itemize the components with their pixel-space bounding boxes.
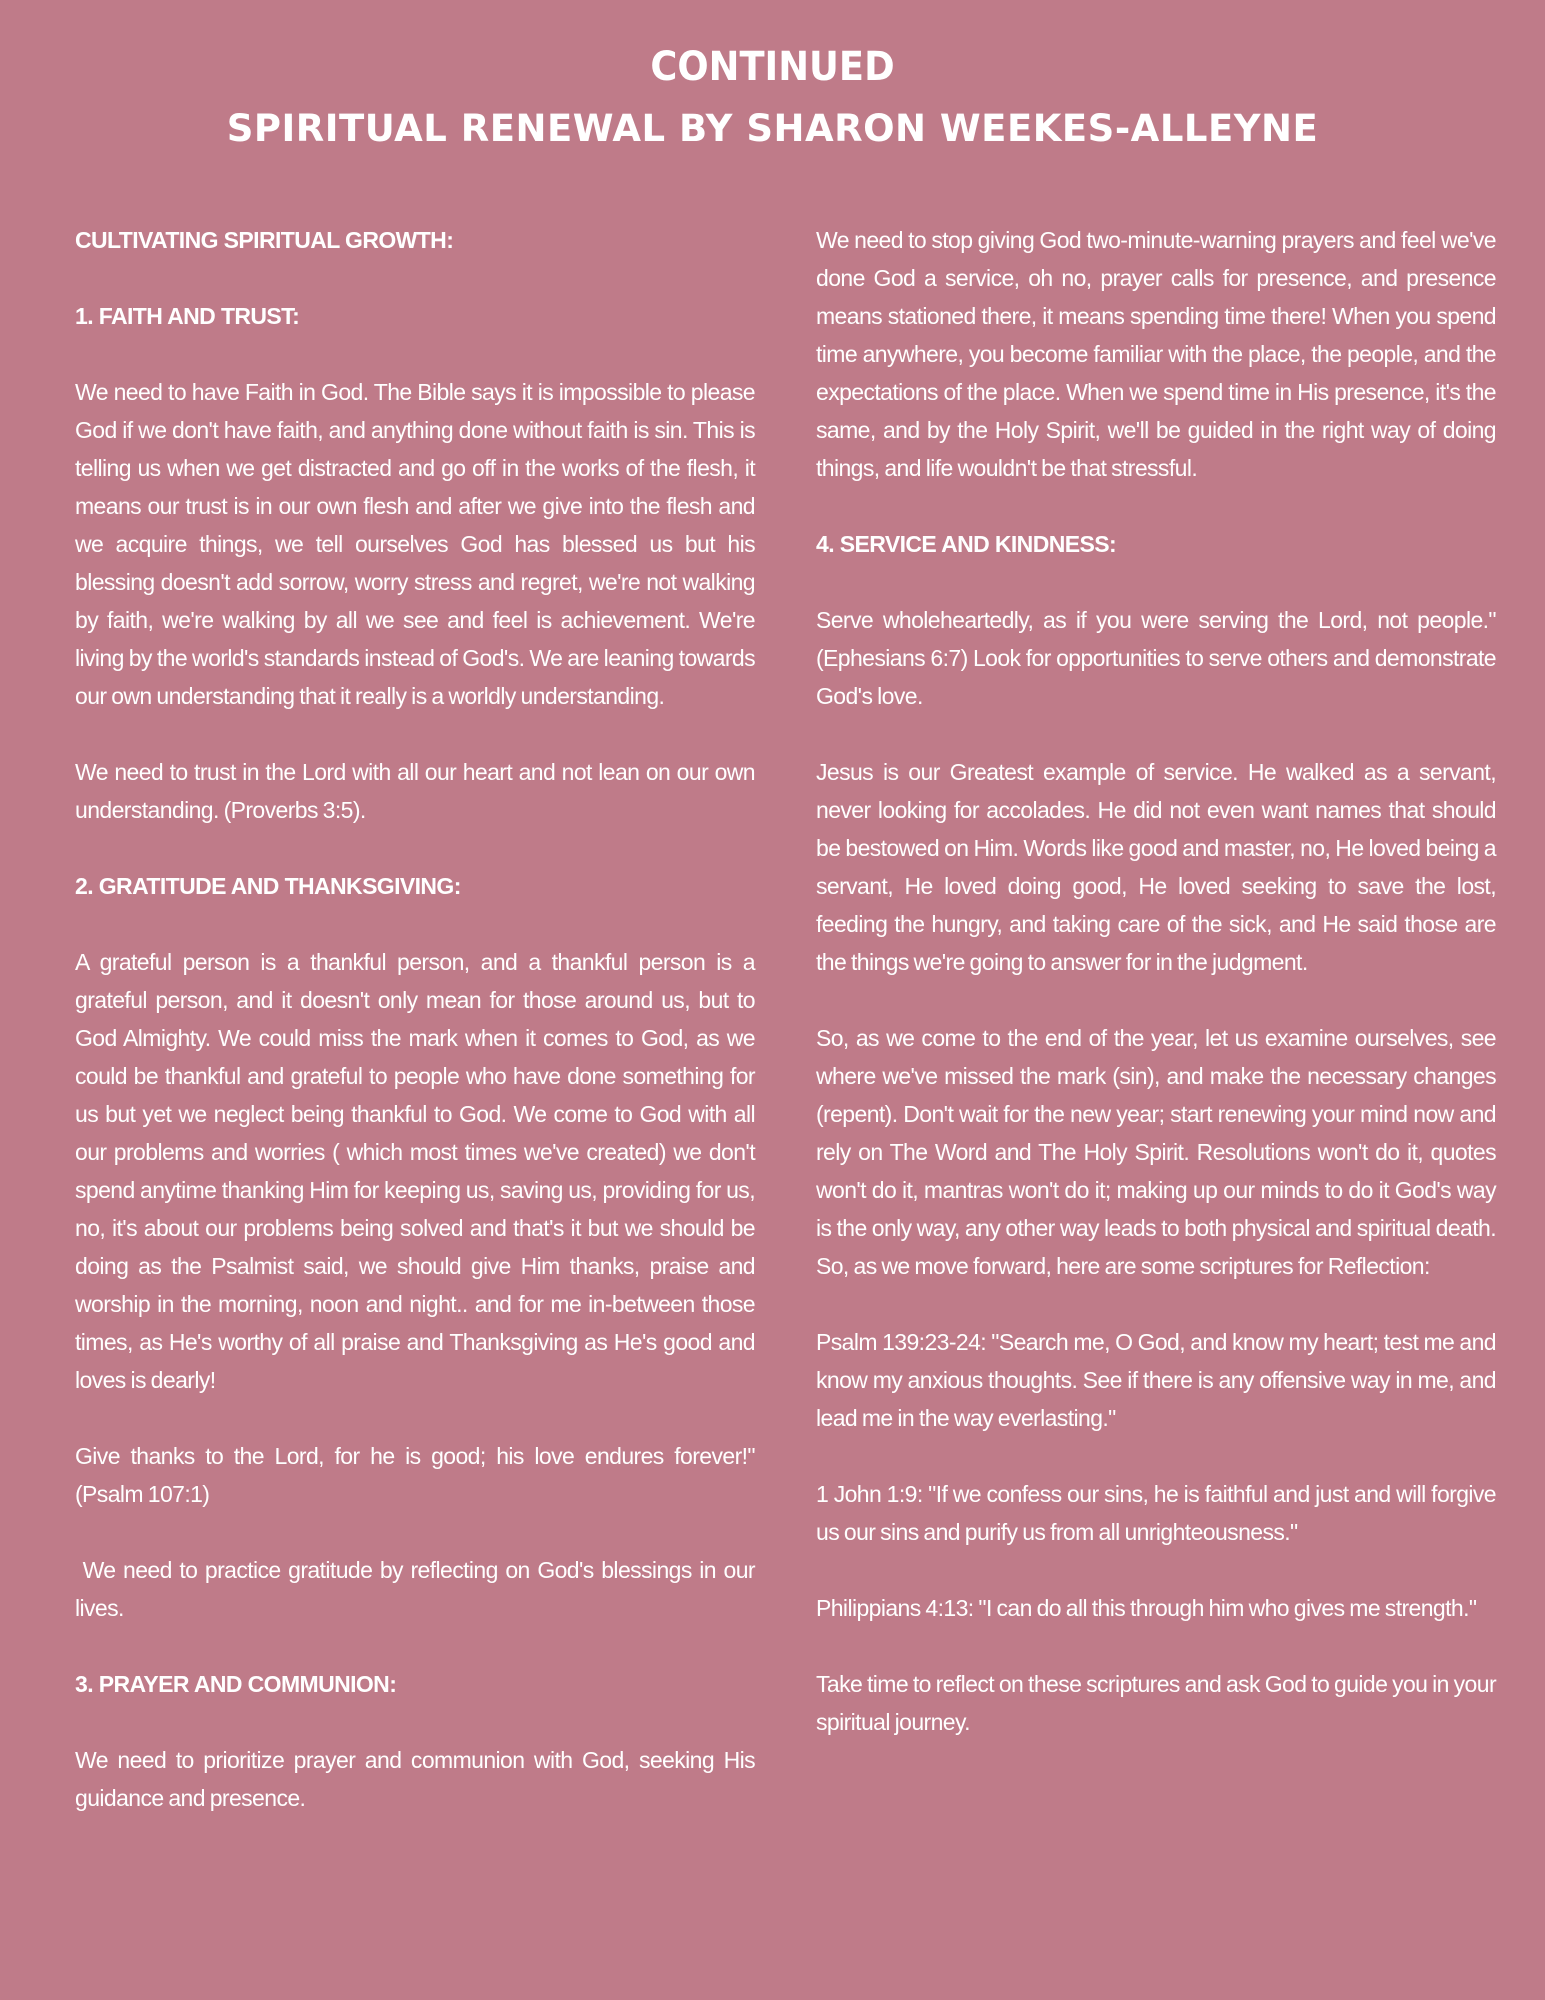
paragraph-end-of-year: So, as we come to the end of the year, let us examine ourselves, see where we've missed the mark (sin), and make the necessary changes (repent). Don't wait for the new year; start renewing your mind now and rely on The Word and The Holy Spirit. Resolutions won't do it, quotes won't do it, mantras won't do it; making up our minds to do it God's way is the only way, any other way leads to both physical and spiritual death. So, as we move forward, here are some scriptures for Reflection: bbox=[816, 1025, 1496, 1279]
paragraph-faith: We need to have Faith in God. The Bible says it is impossible to please God if we don't have faith, and anything done without faith is sin. This is telling us when we get distracted and go off in the works of the flesh, it means our trust is in our own flesh and after we give into the flesh and we acquire things, we tell ourselves God has blessed us but his blessing doesn't add sorrow, worry stress and regret, we're not walking by faith, we're walking by all we see and feel is achievement. We're living by the world's standards instead of God's. We are leaning towards our own understanding that it really is a worldly understanding. bbox=[75, 379, 755, 709]
paragraph-take-time: Take time to reflect on these scriptures and ask God to guide you in your spiritual journey. bbox=[816, 1671, 1496, 1735]
paragraph-give-thanks: Give thanks to the Lord, for he is good; his love endures forever!" (Psalm 107:1) bbox=[75, 1443, 755, 1507]
paragraph-prioritize-prayer: We need to prioritize prayer and communion with God, seeking His guidance and presence. bbox=[75, 1747, 755, 1811]
section-heading: CULTIVATING SPIRITUAL GROWTH: bbox=[75, 227, 454, 253]
paragraph-serve-wholeheartedly: Serve wholeheartedly, as if you were serving the Lord, not people." (Ephesians 6:7) Look for opportunities to serve others and demonstrate God's love. bbox=[816, 607, 1496, 709]
paragraph-trust-lord: We need to trust in the Lord with all our heart and not lean on our own understanding. (Proverbs 3:5). bbox=[75, 759, 755, 823]
paragraph-jesus-example: Jesus is our Greatest example of service. He walked as a servant, never looking for accolades. He did not even want names that should be bestowed on Him. Words like good and master, no, He loved being a servant, He loved doing good, He loved seeking to save the lost, feeding the hungry, and taking care of the sick, and He said those are the things we're going to answer for in the judgment. bbox=[816, 759, 1496, 975]
scripture-1-john: 1 John 1:9: "If we confess our sins, he is faithful and just and will forgive us our sins and purify us from all unrighteousness." bbox=[816, 1481, 1496, 1545]
header bbox=[0, 36, 1545, 160]
paragraph-practice-gratitude: We need to practice gratitude by reflecting on God's blessings in our lives. bbox=[75, 1557, 760, 1621]
paragraph-two-minute-prayers: We need to stop giving God two-minute-warning prayers and feel we've done God a service, oh no, prayer calls for presence, and presence means stationed there, it means spending time there! When you spend time anywhere, you become familiar with the place, the people, and the expectations of the place. When we spend time in His presence, it's the same, and by the Holy Spirit, we'll be guided in the right way of doing things, and life wouldn't be that stressful. bbox=[816, 227, 1496, 481]
paragraph-grateful-person: A grateful person is a thankful person, and a thankful person is a grateful person, and it doesn't only mean for those around us, but to God Almighty. We could miss the mark when it comes to God, as we could be thankful and grateful to people who have done something for us but yet we neglect being thankful to God. We come to God with all our problems and worries ( which most times we've created) we don't spend anytime thanking Him for keeping us, saving us, providing for us, no, it's about our problems being solved and that's it but we should be doing as the Psalmist said, we should give Him thanks, praise and worship in the morning, noon and night.. and for me in-between those times, as He's worthy of all praise and Thanksgiving as He's good and loves is dearly! bbox=[75, 949, 755, 1393]
page-subtitle: SPIRITUAL RENEWAL BY SHARON WEEKES-ALLEYNE bbox=[226, 107, 1319, 150]
scripture-philippians: Philippians 4:13: "I can do all this through him who gives me strength." bbox=[816, 1595, 1477, 1621]
right-column bbox=[816, 221, 1496, 1779]
heading-gratitude: 2. GRATITUDE AND THANKSGIVING: bbox=[75, 873, 461, 899]
page-title: CONTINUED bbox=[650, 44, 895, 90]
scripture-psalm-139: Psalm 139:23-24: "Search me, O God, and know my heart; test me and know my anxious thoughts. See if there is any offensive way in me, and lead me in the way everlasting." bbox=[816, 1329, 1496, 1431]
heading-prayer: 3. PRAYER AND COMMUNION: bbox=[75, 1671, 397, 1697]
left-column bbox=[75, 221, 760, 1855]
heading-service: 4. SERVICE AND KINDNESS: bbox=[816, 531, 1116, 557]
heading-faith-and-trust: 1. FAITH AND TRUST: bbox=[75, 303, 300, 329]
